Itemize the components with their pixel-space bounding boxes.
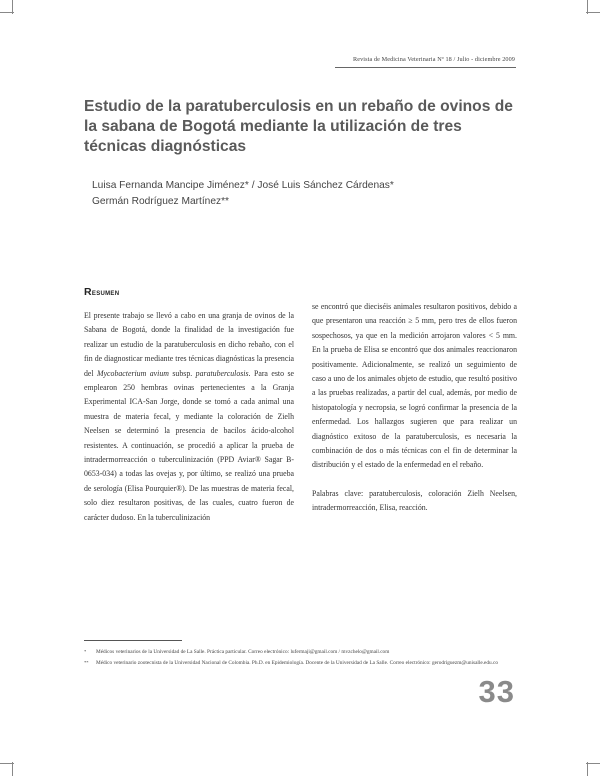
footnote-mark: ** <box>84 660 89 665</box>
crop-mark <box>0 763 14 764</box>
abstract-text-continued: . Para esto se emplearon 250 hembras ovinas pertenecientes a la Granja Experimental ICA-San Jorge, donde se tomó a cada animal una muestra de materia fecal, y mediante la coloración de Zielh Neelsen se determinó la presencia de bacilos ácido-alcohol resistentes. A continuación, se procedió a aplicar la prueba de intradermorreacción o tuberculinización (PPD Aviar® Sagar B-0653-034) a todas las ovejas y, por último, se realizó una prueba de serología (Elisa Pourquier®). De las muestras de materia fecal, solo diez resultaron positivas, de las cuales, cuatro fueron de carácter dudoso. En la tuberculinización <box>84 368 294 522</box>
authors-line-1: Luisa Fernanda Mancipe Jiménez* / José Luis Sánchez Cárdenas* <box>92 180 394 191</box>
keywords-list: paratuberculosis, coloración Zielh Neelsen, intradermorreacción, Elisa, reacción. <box>312 488 517 513</box>
crop-mark <box>12 762 13 776</box>
abstract-text: El presente trabajo se llevó a cabo en una granja de ovinos de la Sabana de Bogotá, donde la finalidad de la investigación fue realizar un estudio de la paratuberculosis en dicho rebaño, con el fin de diagnosticar mediante tres técnicas diagnósticas la presencia del <box>84 311 294 378</box>
footnote-rule <box>84 640 182 641</box>
header-rule <box>335 67 516 68</box>
footnote-text: Médico veterinario zootecnista de la Universidad Nacional de Colombia. Ph.D. en Epidemiología. Docente de la Universidad de La Salle. Correo electrónico: gerodriguezm@unisalle.edu.co <box>96 660 499 666</box>
journal-header: Revista de Medicina Veterinaria Nº 18 / Julio - diciembre 2009 <box>353 56 515 63</box>
page-number: 33 <box>478 674 515 709</box>
footnote-2 <box>84 660 520 668</box>
keywords <box>312 487 517 516</box>
crop-mark <box>586 763 600 764</box>
footnote-text: Médicos veterinarios de la Universidad de La Salle. Práctica particular. Correo electrónico: lufermaji@gmail.com / mvzchelo@gmail.com <box>96 649 390 655</box>
abstract-paragraph-continued: se encontró que dieciséis animales resultaron positivos, debido a que presentaron una reacción ≥ 5 mm, pero tres de ellos fueron sospechosos, ya que en la medición arrojaron valores < 5 mm. En la prueba de Elisa se encontró que dos animales reaccionaron positivamente. Adicionalmente, se realizó un seguimiento de caso a uno de los animales objeto de estudio, que resultó positivo a las pruebas realizadas, a partir del cual, además, por medio de histopatología y necropsia, se logró confirmar la presencia de la enfermedad. Los hallazgos sugieren que para realizar un diagnóstico exitoso de la paratuberculosis, es necesaria la combinación de dos o más técnicas con el fin de determinar la distribución y el estado de la enfermedad en el rebaño. <box>312 302 517 470</box>
abstract-text: subsp. <box>168 368 196 378</box>
section-heading-resumen: Resumen <box>84 286 120 298</box>
keywords-label: Palabras clave: <box>312 488 364 498</box>
abstract-column-1 <box>84 309 294 525</box>
crop-mark <box>0 12 14 13</box>
abstract-column-2 <box>312 300 517 516</box>
authors <box>92 178 522 210</box>
footnote-1 <box>84 649 520 657</box>
subspecies-name: paratuberculosis <box>195 368 249 378</box>
crop-mark <box>586 12 600 13</box>
article-title: Estudio de la paratuberculosis en un rebaño de ovinos de la sabana de Bogotá mediante la utilización de tres técnicas diagnósticas <box>84 98 513 155</box>
abstract-paragraph <box>84 309 294 525</box>
footnote-mark: * <box>84 649 87 654</box>
authors-line-2: Germán Rodríguez Martínez** <box>92 196 230 207</box>
species-name: Mycobacterium avium <box>97 368 169 378</box>
crop-mark <box>587 762 588 776</box>
